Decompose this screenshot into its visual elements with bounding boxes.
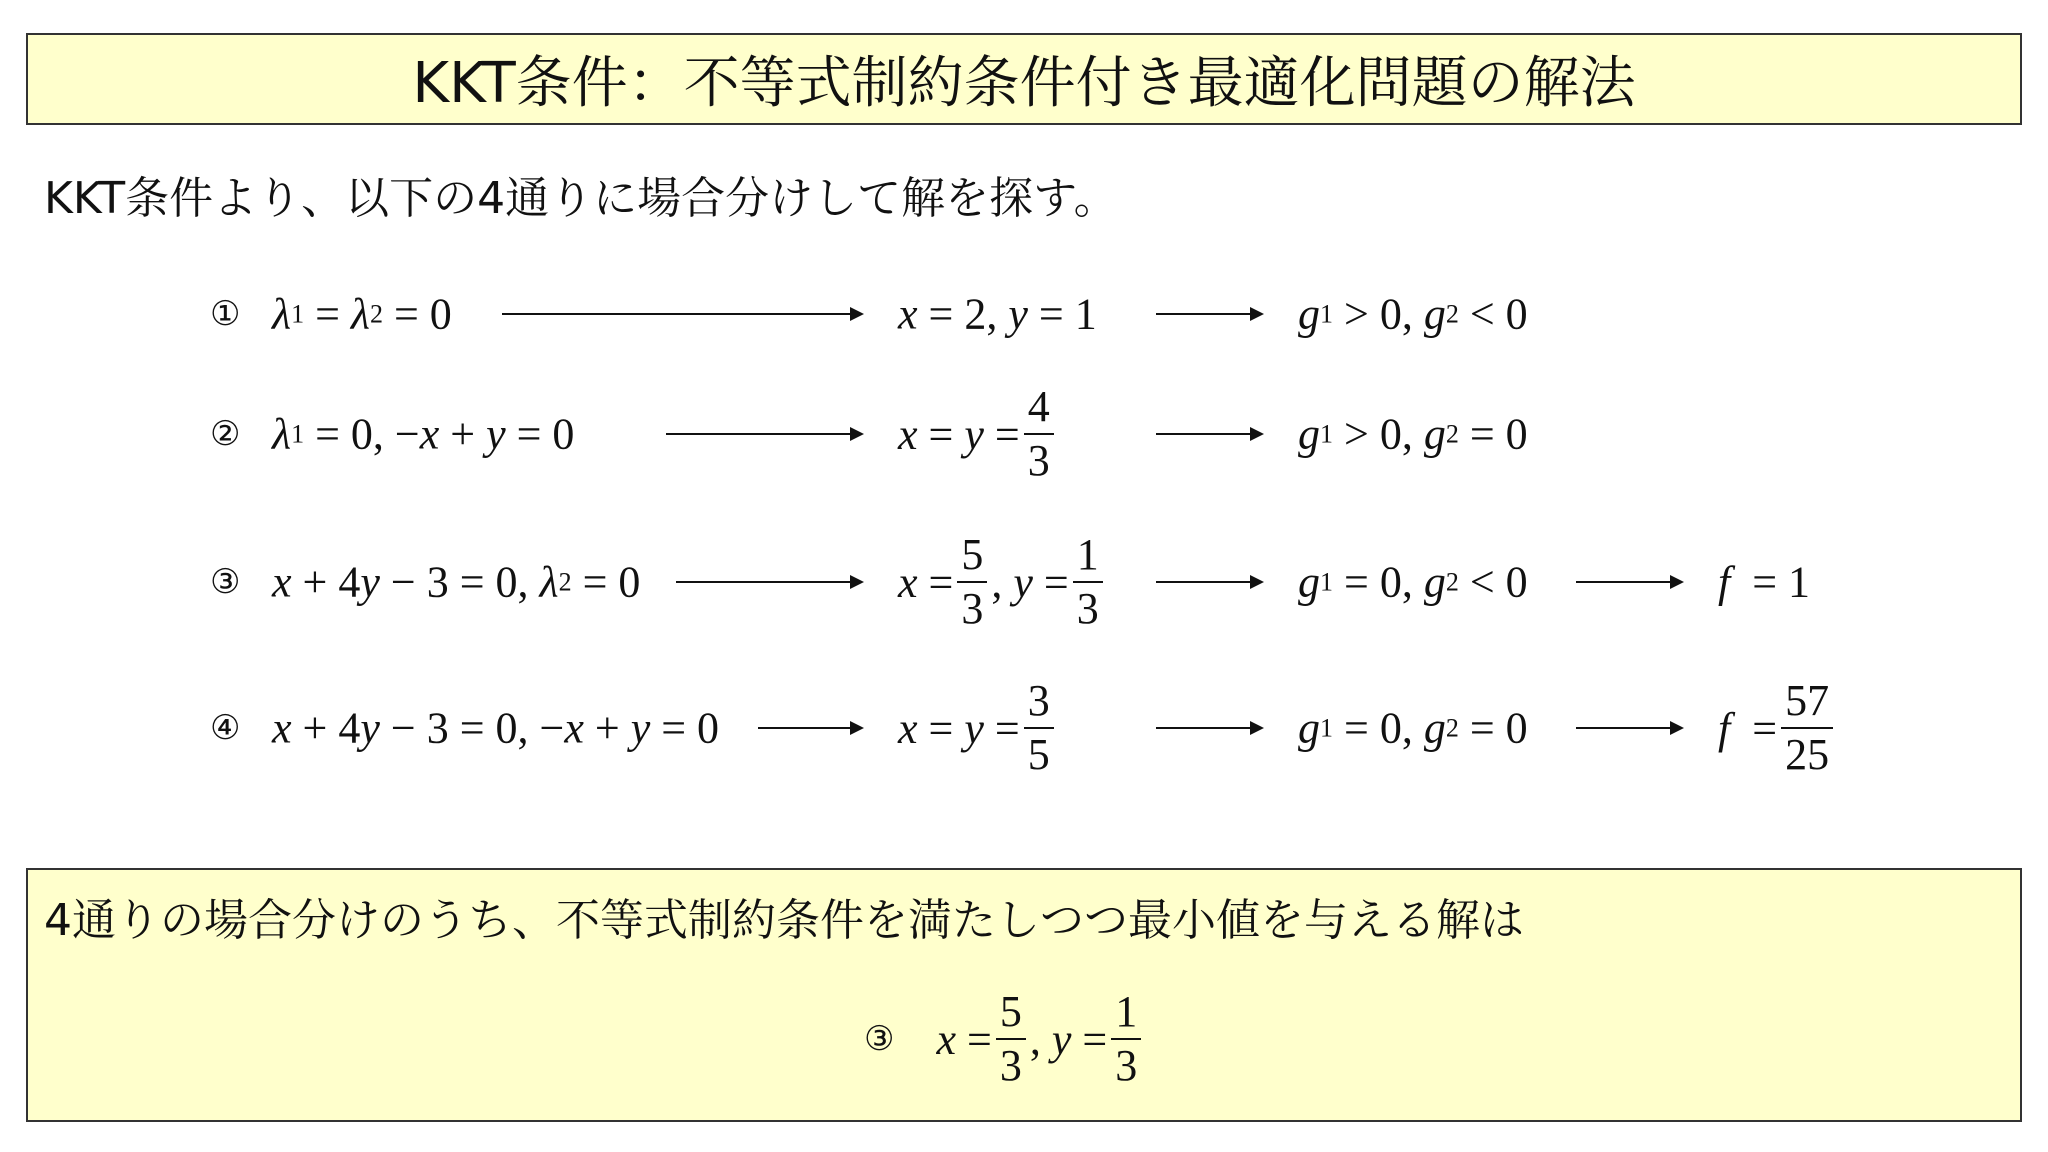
case-marker: ④ bbox=[210, 708, 241, 748]
case-solution: x = y = $\frac{4}{3}$ bbox=[898, 385, 1058, 483]
conclusion-solution: ③ x = $\frac{5}{3}$ , y = $\frac{1}{3}$ bbox=[864, 990, 1145, 1088]
case-objective-value: f = $\frac{57}{25}$ bbox=[1718, 679, 1837, 777]
arrow-icon bbox=[676, 581, 862, 583]
arrow-icon bbox=[666, 433, 862, 435]
case-condition: λ 1 = 0, − x + y = 0 bbox=[272, 409, 575, 459]
arrow-icon bbox=[1576, 581, 1682, 583]
case-marker: ③ bbox=[210, 562, 241, 602]
case-solution: x = 2, y = 1 bbox=[898, 289, 1097, 339]
case-constraint-check: g 1 = 0, g 2 = 0 bbox=[1298, 703, 1528, 753]
arrow-icon bbox=[1156, 581, 1262, 583]
case-marker: ① bbox=[210, 294, 241, 334]
case-solution: x = y = $\frac{3}{5}$ bbox=[898, 679, 1058, 777]
case-row-1 bbox=[0, 289, 2048, 339]
case-row-4 bbox=[0, 676, 2048, 779]
arrow-icon bbox=[502, 313, 862, 315]
conclusion-text: 4通りの場合分けのうち、不等式制約条件を満たしつつ最小値を与える解は bbox=[44, 895, 1524, 946]
case-marker: ② bbox=[210, 414, 241, 454]
case-constraint-check: g 1 > 0, g 2 < 0 bbox=[1298, 289, 1528, 339]
case-constraint-check: g 1 > 0, g 2 = 0 bbox=[1298, 409, 1528, 459]
case-objective-value: f = 1 bbox=[1718, 557, 1811, 607]
case-condition: x + 4 y − 3 = 0, λ 2 = 0 bbox=[272, 557, 641, 607]
intro-text: KKT条件より、以下の4通りに場合分けして解を探す。 bbox=[44, 173, 1118, 224]
case-constraint-check: g 1 = 0, g 2 < 0 bbox=[1298, 557, 1528, 607]
arrow-icon bbox=[1156, 727, 1262, 729]
case-solution: x = $\frac{5}{3}$ , y = $\frac{1}{3}$ bbox=[898, 533, 1107, 631]
conclusion-marker: ③ bbox=[864, 1019, 895, 1059]
conclusion-box bbox=[26, 868, 2022, 1122]
case-condition: λ 1 = λ 2 = 0 bbox=[272, 289, 452, 339]
arrow-icon bbox=[758, 727, 862, 729]
case-row-2 bbox=[0, 382, 2048, 485]
case-condition: x + 4 y − 3 = 0, − x + y = 0 bbox=[272, 703, 720, 753]
page-title: KKT条件：不等式制約条件付き最適化問題の解法 bbox=[412, 51, 1636, 116]
arrow-icon bbox=[1576, 727, 1682, 729]
arrow-icon bbox=[1156, 313, 1262, 315]
arrow-icon bbox=[1156, 433, 1262, 435]
case-row-3 bbox=[0, 530, 2048, 633]
title-box bbox=[26, 33, 2022, 125]
